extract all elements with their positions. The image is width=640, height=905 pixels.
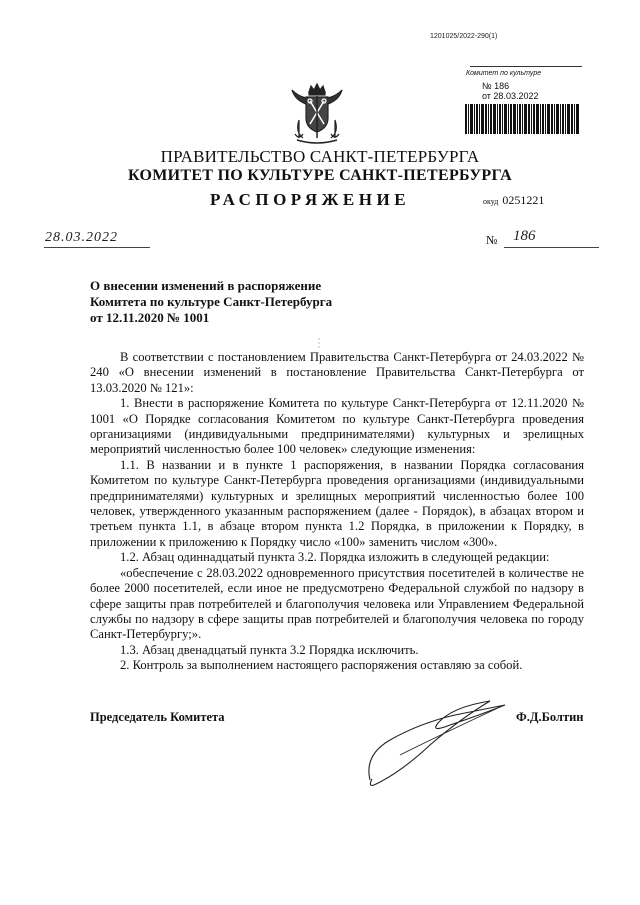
order-body (90, 350, 584, 674)
order-title: РАСПОРЯЖЕНИЕ (209, 190, 411, 209)
okud-label: окуд (483, 197, 499, 206)
coat-of-arms-emblem (289, 82, 345, 146)
okud-code (483, 193, 544, 208)
signatory-title: Председатель Комитета (90, 710, 225, 724)
stamp-number: № 186 (482, 81, 510, 91)
handwritten-number: 186 (513, 228, 536, 244)
subject-line-2: Комитета по культуре Санкт-Петербурга (90, 294, 333, 309)
subject-line-3: от 12.11.2020 № 1001 (90, 310, 210, 325)
number-underline (504, 247, 599, 248)
stamp-org: Комитет по культуре (466, 70, 542, 77)
subject-line-1: О внесении изменений в распоряжение (90, 278, 322, 293)
body-paragraph-3: 1.1. В названии и в пункте 1 распоряжения, в названии Порядка согласования Комитетом по культуре Санкт-Петербурга проведения организациями (индивидуальными предпринимателями) культурных и зрелищных мероприятий численностью более 100 человек, утвержденного указанным распоряжением (далее - Порядок), в абзацах втором и третьем пункта 1.1, в абзаце втором пункта 1.2 Порядка, в приложении к Порядку, в приложении к приложению к Порядку число «100» заменить числом «300». (90, 457, 584, 549)
document-id: 1201025/2022-290(1) (430, 33, 498, 40)
signatory-name: Ф.Д.Болтин (516, 710, 584, 724)
body-paragraph-7: 2. Контроль за выполнением настоящего распоряжения оставляю за собой. (120, 658, 523, 673)
government-heading: ПРАВИТЕЛЬСТВО САНКТ-ПЕТЕРБУРГА (160, 147, 480, 166)
body-paragraph-4: 1.2. Абзац одиннадцатый пункта 3.2. Порядка изложить в следующей редакции: (120, 550, 550, 565)
barcode-image (465, 104, 579, 134)
order-subject (90, 278, 390, 326)
number-label: № (486, 233, 498, 247)
stamp-date: от 28.03.2022 (482, 91, 539, 101)
handwritten-date: 28.03.2022 (45, 230, 118, 245)
date-underline (44, 247, 150, 248)
body-paragraph-2: 1. Внести в распоряжение Комитета по культуре Санкт-Петербурга от 12.11.2020 № 1001 «О Порядке согласования Комитетом по культуре Санкт-Петербурга проведения организациями (индивидуальными предпринимателями) культурных и зрелищных мероприятий численностью более 100 человек» следующие изменения: (90, 396, 584, 457)
committee-heading: КОМИТЕТ ПО КУЛЬТУРЕ САНКТ-ПЕТЕРБУРГА (127, 167, 513, 184)
handwritten-signature (360, 685, 510, 795)
body-paragraph-6: 1.3. Абзац двенадцатый пункта 3.2 Порядка исключить. (120, 642, 419, 657)
stamp-top-line (470, 66, 582, 67)
body-paragraph-5: «обеспечение с 28.03.2022 одновременного присутствия посетителей в количестве не более 2000 посетителей, если иное не предусмотрено Федеральной службой по надзору в сфере защиты прав потребителей и благополучия человека или Управлением Федеральной службы по надзору в сфере защиты прав потребителей и благополучия человека по городу Санкт-Петербургу;». (90, 565, 584, 642)
okud-value: 0251221 (502, 193, 545, 207)
body-paragraph-1: В соответствии с постановлением Правительства Санкт-Петербурга от 24.03.2022 № 240 «О внесении изменений в постановление Правительства Санкт-Петербурга от 13.03.2020 № 121»: (90, 350, 584, 395)
margin-mark (318, 338, 320, 350)
